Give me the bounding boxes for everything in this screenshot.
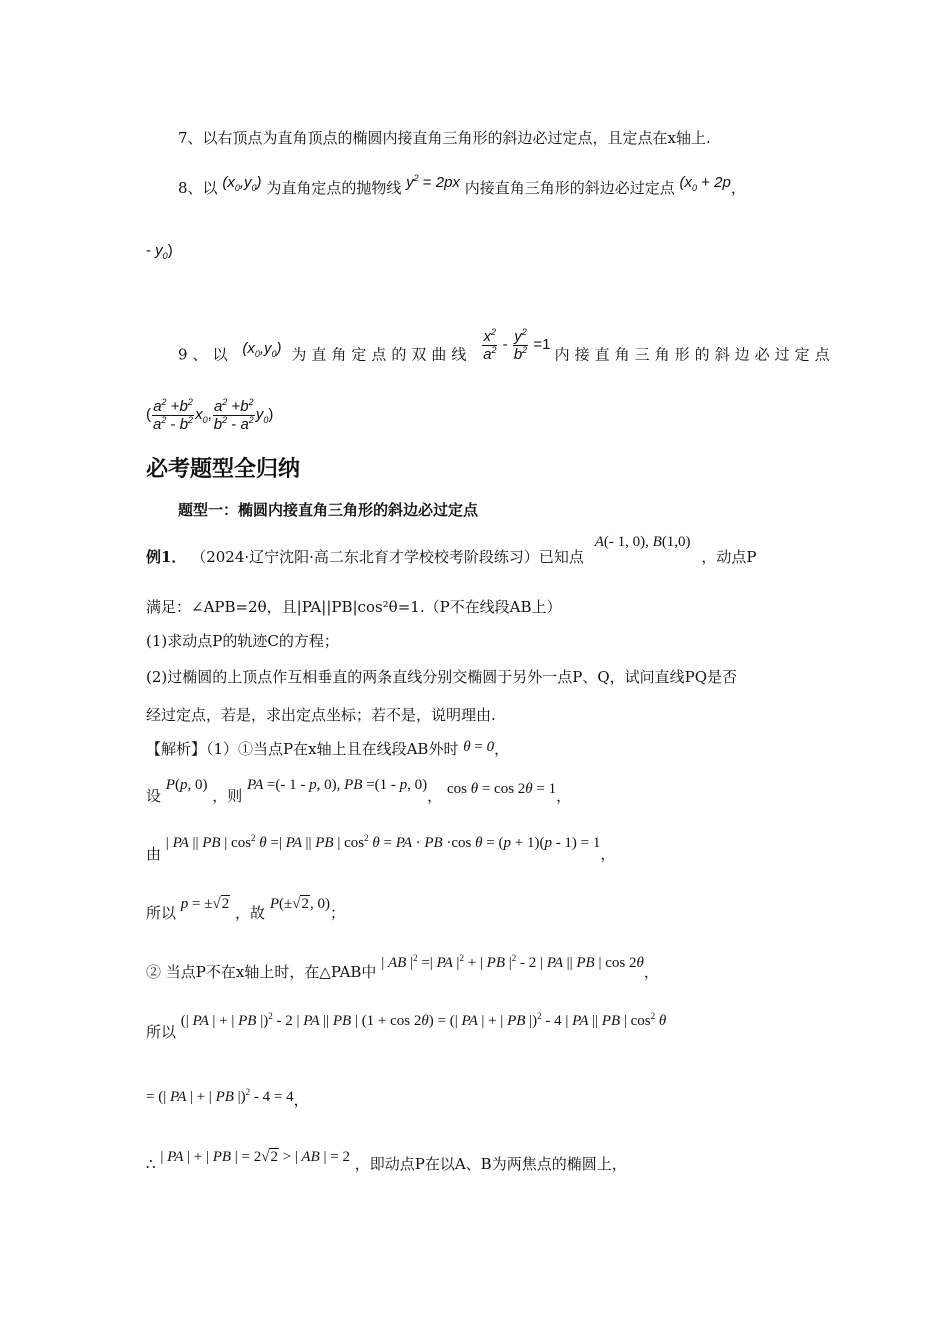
solution-let: 设: [146, 787, 162, 805]
item-8-vertex-formula: $(x_0,y_0)$: [222, 174, 262, 193]
solution-case-2: ② 当点P不在x轴上时，在△PAB中: [146, 963, 377, 981]
point-p-formula: P(p, 0): [165, 777, 208, 793]
item-7: 7、以右顶点为直角顶点的椭圆内接直角三角形的斜边必过定点，且定点在x轴上.: [178, 129, 711, 147]
question-2-line-2: 经过定点，若是，求出定点坐标；若不是，说明理由.: [146, 706, 496, 724]
solution-intro: 【解析】（1）①当点P在x轴上且在线段AB外时: [146, 740, 459, 758]
expansion-formula: (| PA | + | PB |)$^2$ - 2 | PA || PB | (1 + cos 2θ) = (| PA | + | PB |)$^2$ - 4 | PA || PB | $\cos^2 \theta$: [180, 1011, 667, 1029]
solution-line-1: 【解析】（1）①当点P在x轴上且在线段AB外时 θ = 0，: [146, 739, 510, 758]
points-ab-formula: A(- 1, 0), B(1,0): [594, 534, 691, 550]
type-1-title: 题型一：椭圆内接直角三角形的斜边必过定点: [178, 501, 479, 519]
solution-hence: ，故: [235, 904, 266, 922]
solution-from: 由: [146, 845, 162, 863]
solution-line-7: = (| PA | + | PB |)$^2$ - 4 = 4，: [146, 1087, 309, 1109]
fixed-point-formula-b: - $y_0$): [146, 242, 173, 261]
solution-line-2: 设 P(p, 0) ，则 PA =(- 1 - p, 0), PB =(1 - p, 0)， cos θ = cos 2θ = 1，: [146, 777, 572, 805]
law-of-cosines-formula: | AB $|^2$ =| PA $|^2$ + | PB $|^2 - 2$ | PA || PB | cos 2θ: [381, 953, 644, 971]
item-9-fixed-point: [146, 398, 273, 433]
example-condition: 满足：∠APB=2θ，且|PA||PB|cos²θ=1.（P不在线段AB上）: [146, 598, 562, 616]
p-value-formula: p = ±√2: [180, 896, 230, 912]
item-9-text-2: 内接直角三角形的斜边必过定点: [554, 345, 835, 364]
item-8-continued: [146, 240, 173, 261]
item-9-vertex-formula: $(x_0,y_0)$: [242, 340, 282, 360]
section-title: 必考题型全归纳: [146, 457, 301, 482]
solution-then: ，则: [212, 787, 243, 805]
solution-so-2: 所以: [146, 1023, 177, 1041]
solution-conclusion: ，即动点P在以A、B为两焦点的椭圆上，: [354, 1155, 627, 1173]
solution-line-8: [146, 1149, 627, 1175]
solution-line-5: ② 当点P不在x轴上时，在△PAB中 | AB $|^2$ =| PA $|^2$ + | PB $|^2 - 2$ | PA || PB | cos 2θ，: [146, 953, 659, 981]
item-9-text: 为直角定点的双曲线: [291, 345, 472, 364]
hyperbola-formula: $\frac{x^2}{a^2}$ - $\frac{y^2}{b^2}$ =1: [483, 327, 551, 363]
example-source: （2024·辽宁沈阳·高二东北育才学校校考阶段练习）已知点: [191, 548, 584, 566]
example-moving-point: ，动点P: [701, 548, 757, 566]
solution-line-3: 由 | PA || PB | $\cos^2 \theta$ =| PA || PB | $\cos^2 \theta$ = PA · PB ·cos θ = (p + 1)(p - 1) = 1，: [146, 833, 616, 863]
p-point-formula: P(±√2, 0): [269, 896, 330, 912]
item-8-text: 为直角定点的抛物线: [266, 179, 402, 197]
parabola-formula: $y^2 = 2px$: [406, 173, 460, 191]
vectors-formula: PA =(- 1 - p, 0), PB =(1 - p, 0): [247, 777, 428, 793]
solution-so: 所以: [146, 904, 177, 922]
ellipse-sum-formula: | PA | + | PB | = 2√2 > | AB | = 2: [160, 1149, 350, 1165]
fixed-point-formula-a: ($x_0 + 2p$: [679, 174, 731, 193]
hyperbola-fixed-point-formula: ( $\frac{a^2 +b^2}{a^2 - b^2}$ $x_0$, $\frac{a^2 +b^2}{b^2 - a^2}$ $y_0$): [146, 397, 274, 433]
item-8: 8、以 $(x_0,y_0)$ 为直角定点的抛物线 $y^2 = 2px$ 内接直角三角形的斜边必过定点 ($x_0 + 2p$，: [178, 173, 746, 197]
example-1-statement: [146, 534, 757, 568]
item-9-prefix: 9、以: [178, 345, 233, 364]
result-formula: = (| PA | + | PB |)$^2$ - 4 = 4: [146, 1087, 294, 1105]
theta-zero-formula: θ = 0: [463, 739, 495, 755]
item-8-text-2: 内接直角三角形的斜边必过定点: [464, 179, 675, 197]
item-9: [178, 327, 835, 373]
question-1: (1)求动点P的轨迹C的方程；: [146, 632, 339, 650]
dot-product-formula: | PA || PB | $\cos^2 \theta$ =| PA || PB | $\cos^2 \theta$ = PA · PB ·cos θ = (p + 1)(p - 1) = 1: [165, 833, 601, 851]
solution-line-4: 所以 p = ±√2 ，故 P(±√2, 0)；: [146, 896, 345, 922]
therefore-symbol: ∴: [146, 1155, 156, 1173]
solution-line-6: [146, 1011, 667, 1043]
question-2-line-1: (2)过椭圆的上顶点作互相垂直的两条直线分别交椭圆于另外一点P、Q，试问直线PQ是否: [146, 668, 738, 686]
example-label: 例1．: [146, 548, 187, 566]
item-8-prefix: 8、以: [178, 179, 218, 197]
cos-formula: cos θ = cos 2θ = 1: [446, 781, 557, 797]
